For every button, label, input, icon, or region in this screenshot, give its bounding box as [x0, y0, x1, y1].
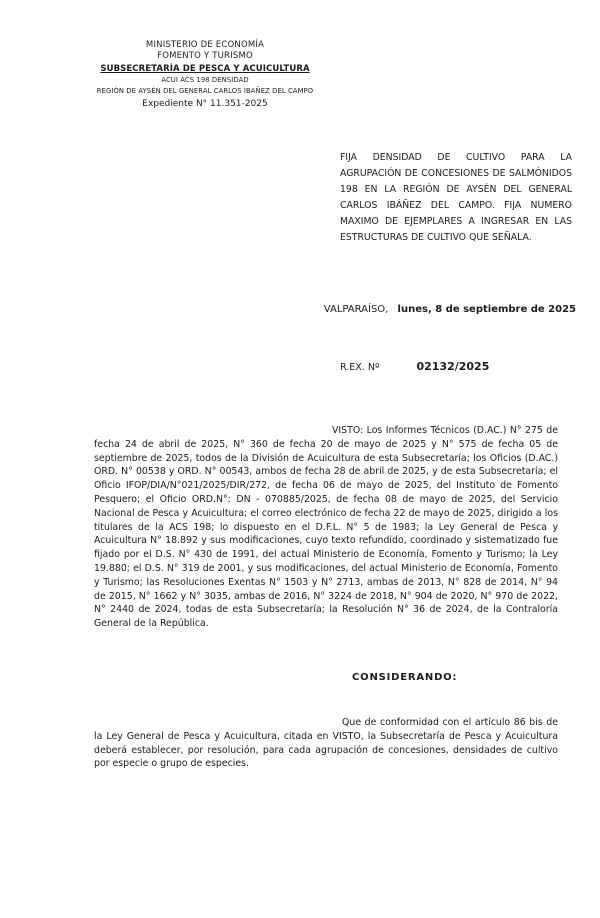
- resolution-number: [340, 360, 489, 373]
- dateline-city: VALPARAÍSO,: [323, 304, 389, 315]
- acs-reference: ACUI ACS 198 DENSIDAD: [161, 76, 249, 85]
- dateline-date: lunes, 8 de septiembre de 2025: [397, 304, 576, 315]
- resolution-subject: FIJA DENSIDAD DE CULTIVO PARA LA AGRUPACIÓN DE CONCESIONES DE SALMÓNIDOS 198 EN LA REGIÓN DE AYSÉN DEL GENERAL CARLOS IBÁÑEZ DEL CAMPO. FIJA NUMERO MAXIMO DE EJEMPLARES A INGRESAR EN LAS ESTRUCTURAS DE CULTIVO QUE SEÑALA.: [340, 152, 572, 243]
- ministry-subtitle: FOMENTO Y TURISMO: [157, 51, 253, 62]
- dateline: [0, 304, 576, 315]
- undersecretariat-name: SUBSECRETARÍA DE PESCA Y ACUICULTURA: [100, 63, 310, 74]
- visto-paragraph: VISTO: Los Informes Técnicos (D.AC.) N° 275 de fecha 24 de abril de 2025, N° 360 de fecha 20 de mayo de 2025 y N° 575 de fecha 05 de septiembre de 2025, todos de la División de Acuicultura de esta Subsecretaría; los Oficios (D.AC.) ORD. N° 00538 y ORD. N° 00543, ambos de fecha 28 de abril de 2025, y de esta Subsecretaría; el Oficio IFOP/DIA/N°021/2025/DIR/272, de fecha 06 de mayo de 2025, del Instituto de Fomento Pesquero; el Oficio ORD.N°: DN - 070885/2025, de fecha 08 de mayo de 2025, del Servicio Nacional de Pesca y Acuicultura; el correo electrónico de fecha 22 de mayo de 2025, dirigido a los titulares de la ACS 198; lo dispuesto en el D.F.L. N° 5 de 1983; la Ley General de Pesca y Acuicultura N° 18.892 y sus modificaciones, cuyo texto refundido, coordinado y sistematizado fue fijado por el D.S. N° 430 de 1991, del actual Ministerio de Economía, Fomento y Turismo; la Ley 19.880; el D.S. N° 319 de 2001, y sus modificaciones, del actual Ministerio de Economía, Fomento y Turismo; las Resoluciones Exentas N° 1503 y N° 2713, ambas de 2013, N° 828 de 2014, N° 94 de 2015, N° 1662 y N° 3035, ambas de 2016, N° 3224 de 2018, N° 904 de 2020, N° 970 de 2022, N° 2440 de 2024, todas de esta Subsecretaría; la Resolución N° 36 de 2024, de la Contraloría General de la República.: [94, 425, 558, 630]
- region-name: REGIÓN DE AYSÉN DEL GENERAL CARLOS IBAÑEZ DEL CAMPO: [96, 86, 314, 95]
- considerando-heading: CONSIDERANDO:: [352, 672, 458, 683]
- considerando-paragraph: Que de conformidad con el artículo 86 bis de la Ley General de Pesca y Acuicultura, citada en VISTO, la Subsecretaría de Pesca y Acuicultura deberá establecer, por resolución, para cada agrupación de concesiones, densidades de cultivo por especie o grupo de especies.: [94, 717, 558, 770]
- letterhead: [62, 40, 348, 110]
- file-number: Expediente N° 11.351-2025: [142, 98, 268, 109]
- resolution-number-label: R.EX. Nº: [340, 362, 380, 373]
- resolution-number-value: 02132/2025: [416, 360, 490, 373]
- ministry-name: MINISTERIO DE ECONOMÍA: [145, 40, 265, 50]
